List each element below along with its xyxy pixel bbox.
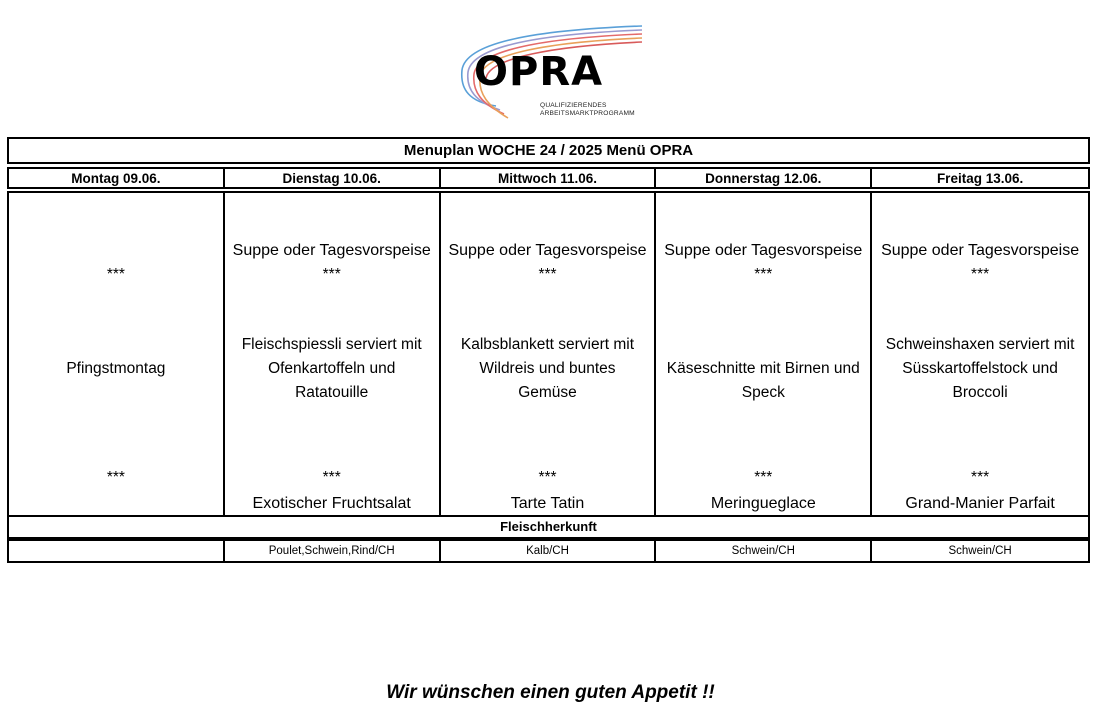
- closing-message: Wir wünschen einen guten Appetit !!: [386, 682, 715, 703]
- day-header-friday: Freitag 13.06.: [936, 171, 1024, 186]
- starter: Suppe oder Tagesvorspeise: [881, 242, 1080, 259]
- day-column-thursday: [656, 193, 872, 515]
- separator-stars: ***: [754, 469, 773, 486]
- separator-stars: ***: [106, 469, 125, 486]
- dessert: Exotischer Fruchtsalat: [252, 495, 411, 512]
- meat-origin-title: Fleischherkunft: [7, 517, 1090, 539]
- separator-stars: ***: [538, 469, 557, 486]
- starter: Suppe oder Tagesvorspeise: [232, 242, 431, 259]
- main-course: Fleischspiessli serviert mit Ofenkartoffeln und Ratatouille: [241, 336, 422, 401]
- separator-stars: ***: [106, 266, 125, 283]
- logo-subtitle: [540, 102, 635, 118]
- separator-stars: ***: [322, 469, 341, 486]
- origin-wednesday: Kalb/CH: [441, 541, 657, 562]
- starter: Suppe oder Tagesvorspeise: [448, 242, 647, 259]
- separator-stars: ***: [754, 266, 773, 283]
- day-column-monday: [9, 193, 225, 515]
- day-header-monday: Montag 09.06.: [9, 169, 225, 188]
- menu-body-row: [7, 191, 1090, 517]
- meat-origin-row: [7, 539, 1090, 563]
- starter: Suppe oder Tagesvorspeise: [664, 242, 863, 259]
- main-course: Kalbsblankett serviert mit Wildreis und buntes Gemüse: [460, 336, 635, 401]
- dessert: Grand-Manier Parfait: [905, 495, 1055, 512]
- main-course: Käseschnitte mit Birnen und Speck: [666, 360, 860, 401]
- day-column-friday: [872, 193, 1088, 515]
- dessert: Meringueglace: [710, 495, 816, 512]
- main-course: Pfingstmontag: [66, 360, 166, 377]
- separator-stars: ***: [538, 266, 557, 283]
- origin-friday: Schwein/CH: [948, 545, 1012, 557]
- dessert: Tarte Tatin: [510, 495, 585, 512]
- day-header-thursday: Donnerstag 12.06.: [656, 169, 872, 188]
- origin-tuesday: Poulet,Schwein,Rind/CH: [225, 541, 441, 562]
- logo-subtitle-line1: QUALIFIZIERENDES: [540, 102, 607, 109]
- day-header-row: [7, 167, 1090, 189]
- logo-wordmark: OPRA: [474, 49, 604, 95]
- separator-stars: ***: [322, 266, 341, 283]
- origin-monday: [9, 541, 225, 562]
- opra-logo: [456, 22, 646, 122]
- separator-stars: ***: [971, 266, 990, 283]
- menu-title: Menuplan WOCHE 24 / 2025 Menü OPRA: [7, 137, 1090, 164]
- day-column-tuesday: [225, 193, 441, 515]
- main-course: Schweinshaxen serviert mit Süsskartoffelstock und Broccoli: [885, 336, 1075, 401]
- separator-stars: ***: [971, 469, 990, 486]
- day-header-wednesday: Mittwoch 11.06.: [441, 169, 657, 188]
- origin-thursday: Schwein/CH: [656, 541, 872, 562]
- logo-subtitle-line2: ARBEITSMARKTPROGRAMM: [540, 110, 635, 117]
- menu-plan-table: [7, 137, 1090, 563]
- day-column-wednesday: [441, 193, 657, 515]
- day-header-tuesday: Dienstag 10.06.: [225, 169, 441, 188]
